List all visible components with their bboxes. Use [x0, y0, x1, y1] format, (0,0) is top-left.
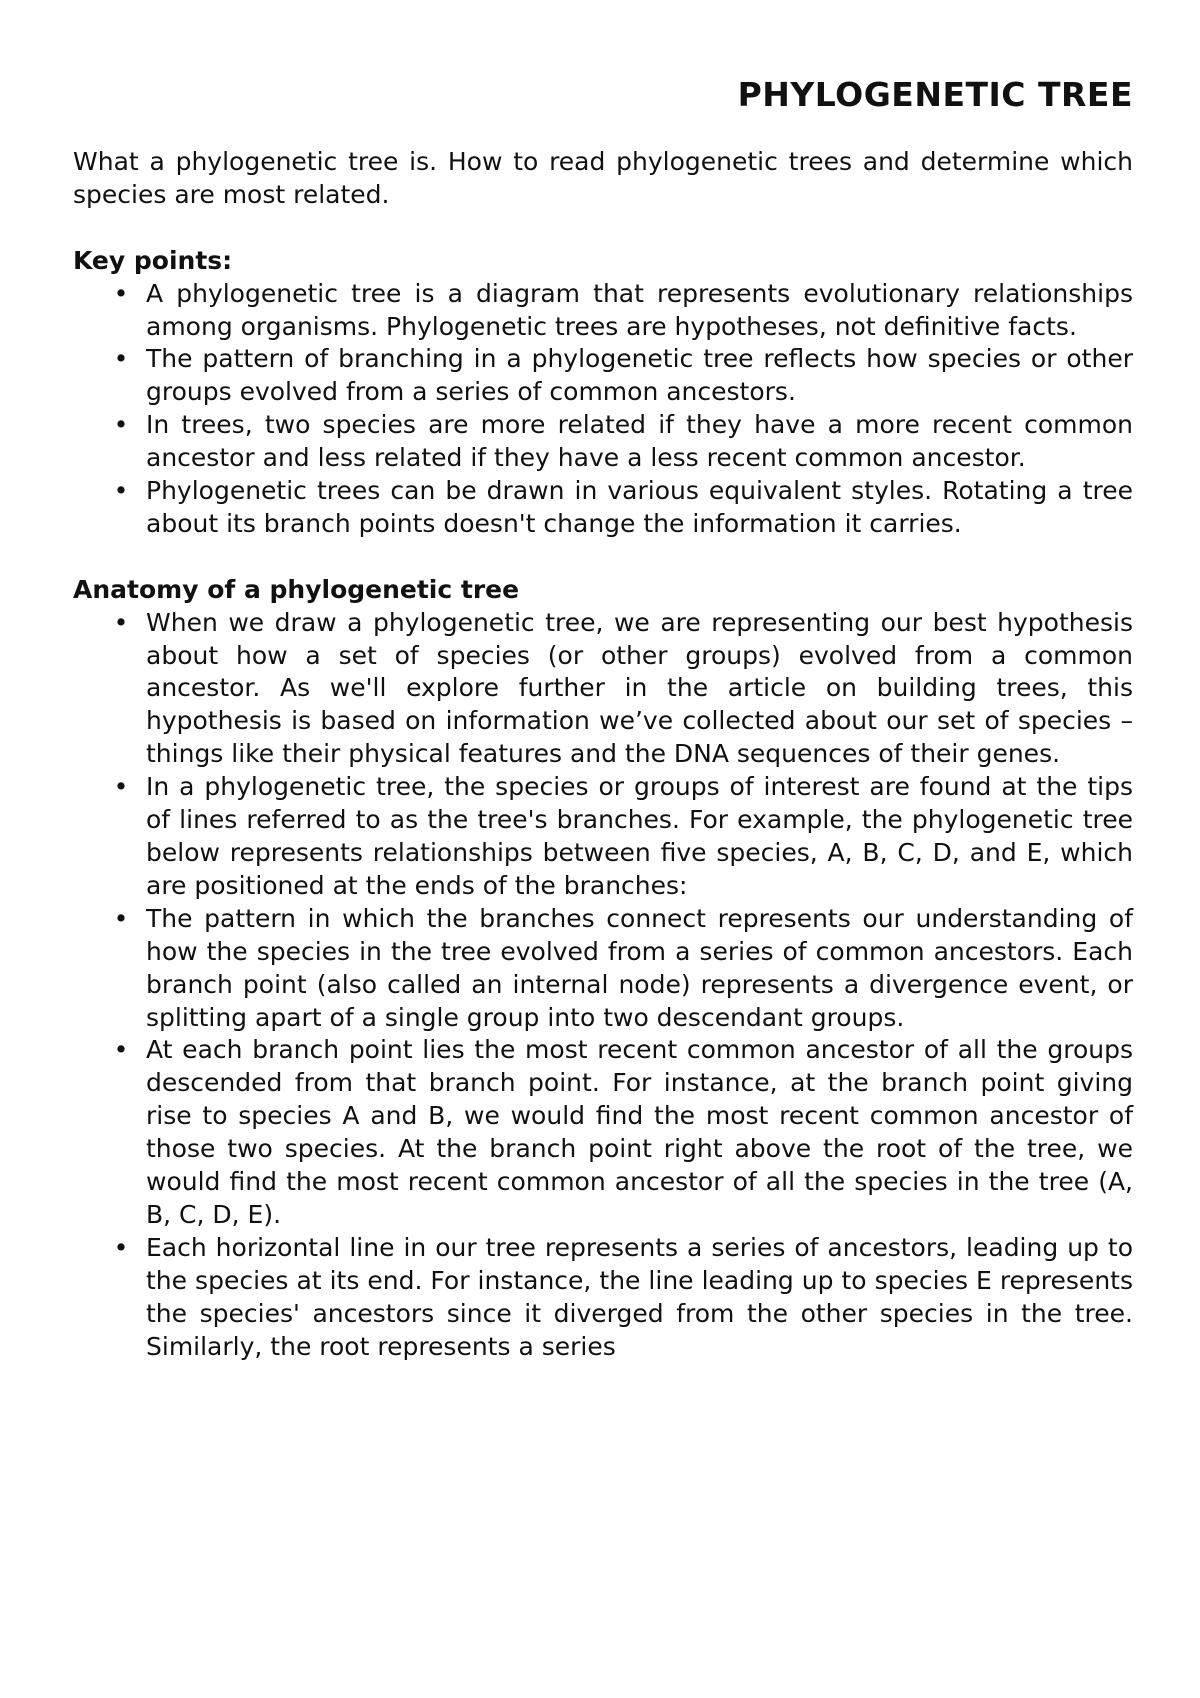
key-point-item [73, 409, 1133, 475]
key-point-text: A phylogenetic tree is a diagram that represents evolutionary relationships among organisms. Phylogenetic trees are hypotheses, not definitive facts. [146, 278, 1133, 341]
document-title: PHYLOGENETIC TREE [737, 75, 1133, 114]
bullet-icon: • [113, 476, 129, 506]
anatomy-item [73, 1034, 1133, 1231]
key-point-text: The pattern of branching in a phylogenetic tree reflects how species or other groups evolved from a series of common ancestors. [146, 344, 1133, 407]
key-point-item [73, 278, 1133, 344]
bullet-icon: • [113, 607, 129, 637]
key-point-item [73, 343, 1133, 409]
intro-paragraph: What a phylogenetic tree is. How to read phylogenetic trees and determine which species are most related. [73, 147, 1133, 209]
anatomy-item [73, 903, 1133, 1035]
anatomy-text: Each horizontal line in our tree represents a series of ancestors, leading up to the species at its end. For instance, the line leading up to species E represents the species' ancestors since it diverged from the other species in the tree. Similarly, the root represents a series [146, 1232, 1133, 1361]
bullet-icon: • [113, 772, 129, 802]
key-point-text: In trees, two species are more related if they have a more recent common ancestor and less related if they have a less recent common ancestor. [146, 410, 1133, 473]
anatomy-text: The pattern in which the branches connect represents our understanding of how the species in the tree evolved from a series of common ancestors. Each branch point (also called an internal node) represents a divergence event, or splitting apart of a single group into two descendant groups. [146, 903, 1133, 1032]
bullet-icon: • [113, 1035, 129, 1065]
anatomy-list [73, 607, 1133, 1364]
document-body [73, 146, 1133, 1364]
anatomy-item [73, 1232, 1133, 1364]
key-points-heading: Key points: [73, 245, 233, 275]
key-point-item [73, 475, 1133, 541]
anatomy-item [73, 771, 1133, 903]
bullet-icon: • [113, 344, 129, 374]
anatomy-heading: Anatomy of a phylogenetic tree [73, 574, 520, 604]
anatomy-text: At each branch point lies the most recent common ancestor of all the groups descended from that branch point. For instance, at the branch point giving rise to species A and B, we would find the most recent common ancestor of those two species. At the branch point right above the root of the tree, we would find the most recent common ancestor of all the species in the tree (A, B, C, D, E). [146, 1035, 1133, 1229]
anatomy-text: In a phylogenetic tree, the species or groups of interest are found at the tips of lines referred to as the tree's branches. For example, the phylogenetic tree below represents relationships between five species, A, B, C, D, and E, which are positioned at the ends of the branches: [146, 772, 1133, 900]
key-points-list [73, 278, 1133, 541]
bullet-icon: • [113, 903, 129, 933]
anatomy-text: When we draw a phylogenetic tree, we are representing our best hypothesis about how a set of species (or other groups) evolved from a common ancestor. As we'll explore further in the article on building trees, this hypothesis is based on information we’ve collected about our set of species – things like their physical features and the DNA sequences of their genes. [146, 607, 1133, 769]
bullet-icon: • [113, 1232, 129, 1262]
key-point-text: Phylogenetic trees can be drawn in various equivalent styles. Rotating a tree about its branch points doesn't change the information it carries. [146, 476, 1133, 538]
bullet-icon: • [113, 410, 129, 440]
bullet-icon: • [113, 278, 129, 308]
anatomy-item [73, 607, 1133, 772]
